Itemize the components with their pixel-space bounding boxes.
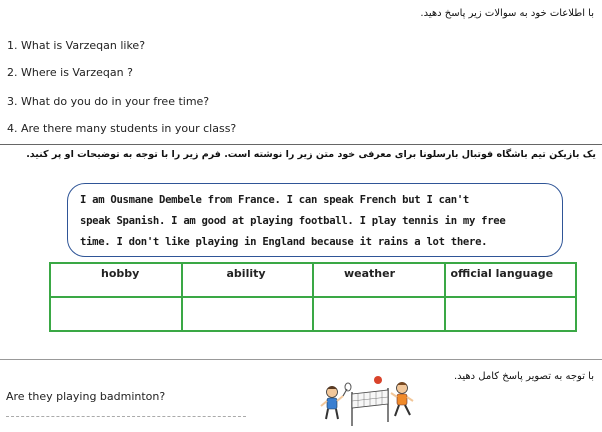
picture-question: Are they playing badminton? xyxy=(6,390,166,403)
answer-language-cell[interactable] xyxy=(445,297,577,331)
answer-hobby-cell[interactable] xyxy=(50,297,182,331)
question-2: 2. Where is Varzeqan ? xyxy=(7,66,133,79)
reading-section xyxy=(0,144,602,360)
header-hobby: hobby xyxy=(50,263,182,297)
question-1: 1. What is Varzeqan like? xyxy=(7,39,146,52)
header-official-language: official language xyxy=(445,263,577,297)
ball-shape xyxy=(374,376,382,384)
answer-line[interactable] xyxy=(6,416,246,417)
left-player-figure xyxy=(321,383,351,419)
right-player-figure xyxy=(391,382,413,416)
badminton-illustration xyxy=(318,374,418,432)
section1-instruction: با اطلاعات خود به سوالات زیر پاسخ دهید. xyxy=(420,8,594,19)
question-3: 3. What do you do in your free time? xyxy=(7,95,210,108)
header-weather: weather xyxy=(313,263,445,297)
answer-weather-cell[interactable] xyxy=(313,297,445,331)
info-form-table xyxy=(49,262,577,332)
question-4: 4. Are there many students in your class? xyxy=(7,122,237,135)
section2-instruction: یک بازیکن تیم باشگاه فوتبال بارسلونا برای معرفی خود متن زیر را نوشته است. فرم زیر را با توجه به توضیحات او پر کنید. xyxy=(26,149,596,160)
passage-line-3: time. I don't like playing in England because it rains a lot there. xyxy=(80,236,488,248)
passage-line-1: I am Ousmane Dembele from France. I can speak French but I can't xyxy=(80,194,469,206)
net-figure xyxy=(352,388,388,426)
header-ability: ability xyxy=(182,263,314,297)
passage-bubble xyxy=(67,183,563,257)
picture-question-section xyxy=(0,359,602,432)
section3-instruction: با توجه به تصویر پاسخ کامل دهید. xyxy=(453,371,594,382)
passage-line-2: speak Spanish. I am good at playing football. I play tennis in my free xyxy=(80,215,506,227)
answer-ability-cell[interactable] xyxy=(182,297,314,331)
questions-section xyxy=(0,0,602,144)
